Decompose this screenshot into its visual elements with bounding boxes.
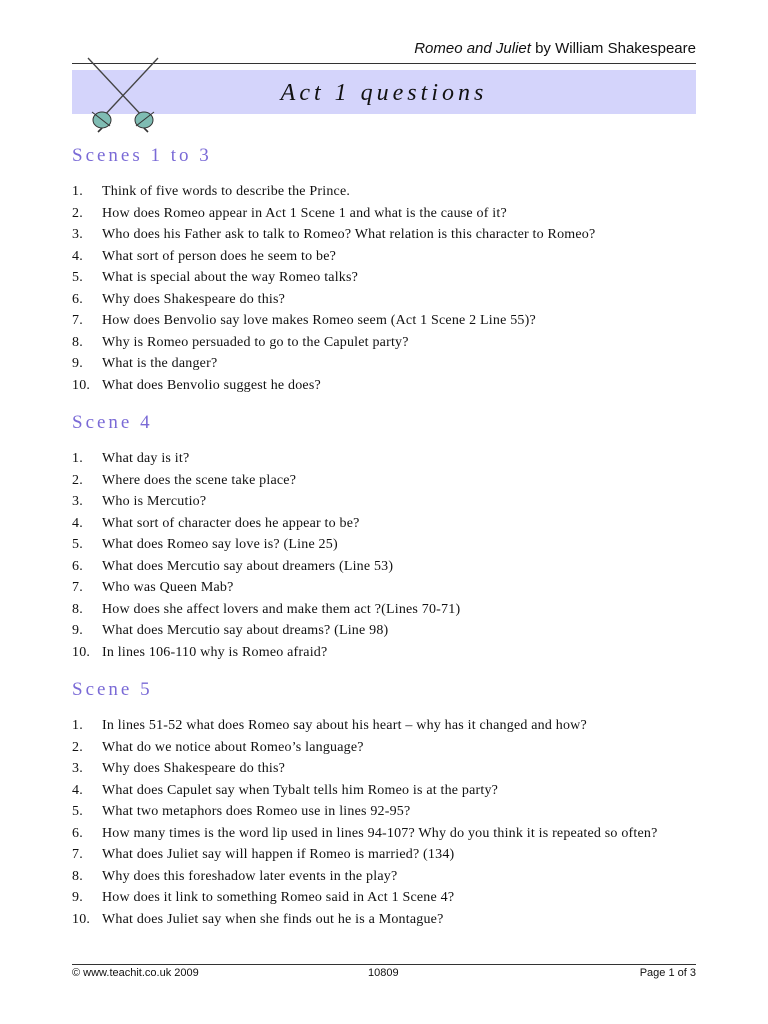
question-number: 6. — [72, 825, 83, 841]
question-text: Why does Shakespeare do this? — [102, 761, 286, 776]
question-item — [72, 801, 696, 823]
question-item — [72, 642, 696, 664]
section-heading: Scenes 1 to 3 — [72, 145, 212, 166]
question-number: 3. — [72, 761, 83, 776]
question-text: Think of five words to describe the Prince. — [102, 184, 351, 199]
page-number: Page 1 of 3 — [639, 967, 696, 979]
question-text: What sort of character does he appear to be? — [102, 515, 360, 531]
question-item — [72, 715, 696, 737]
question-number: 4. — [72, 515, 83, 531]
question-number: 7. — [72, 847, 83, 862]
question-item — [72, 737, 696, 759]
author-line: by William Shakespeare — [530, 40, 696, 57]
question-number: 9. — [72, 356, 83, 371]
question-number: 1. — [72, 451, 83, 466]
crossed-swords-icon — [80, 52, 170, 134]
question-text: In lines 51-52 what does Romeo say about his heart – why has it changed and how? — [102, 718, 587, 733]
question-item — [72, 620, 696, 642]
question-text: How does it link to something Romeo said in Act 1 Scene 4? — [102, 890, 455, 905]
question-text: Who is Mercutio? — [102, 494, 207, 509]
question-number: 3. — [72, 494, 83, 509]
question-item — [72, 470, 696, 492]
question-list — [72, 181, 696, 396]
question-text: Why is Romeo persuaded to go to the Capulet party? — [102, 334, 409, 350]
question-list — [72, 448, 696, 663]
section-scene-5 — [72, 679, 696, 930]
question-item — [72, 310, 696, 332]
question-number: 7. — [72, 580, 83, 595]
question-number: 2. — [72, 205, 83, 221]
question-number: 4. — [72, 782, 83, 798]
question-number: 1. — [72, 718, 83, 733]
question-number: 9. — [72, 890, 83, 905]
question-number: 7. — [72, 313, 83, 328]
question-item — [72, 909, 696, 931]
question-number: 10. — [72, 377, 91, 393]
question-item — [72, 556, 696, 578]
question-text: What sort of person does he seem to be? — [102, 248, 337, 264]
question-item — [72, 844, 696, 866]
question-number: 3. — [72, 227, 83, 242]
document-header-title — [414, 40, 696, 57]
question-item — [72, 203, 696, 225]
question-number: 2. — [72, 472, 83, 488]
question-item — [72, 491, 696, 513]
question-number: 4. — [72, 248, 83, 264]
question-item — [72, 246, 696, 268]
question-text: Who does his Father ask to talk to Romeo? What relation is this character to Romeo? — [102, 227, 596, 242]
question-item — [72, 448, 696, 470]
question-item — [72, 332, 696, 354]
question-item — [72, 599, 696, 621]
question-text: How does she affect lovers and make them act ?(Lines 70-71) — [102, 601, 461, 617]
question-text: Why does Shakespeare do this? — [102, 291, 286, 307]
question-text: Why does this foreshadow later events in the play? — [102, 868, 398, 884]
question-text: What does Juliet say will happen if Romeo is married? (134) — [102, 847, 455, 862]
question-text: Who was Queen Mab? — [102, 580, 234, 595]
question-item — [72, 181, 696, 203]
document-code: 10809 — [368, 967, 399, 979]
question-text: What is special about the way Romeo talks? — [102, 270, 359, 285]
question-item — [72, 780, 696, 802]
question-item — [72, 887, 696, 909]
question-number: 5. — [72, 270, 83, 285]
question-number: 8. — [72, 601, 83, 617]
question-number: 9. — [72, 623, 83, 638]
section-scenes-1-to-3 — [72, 145, 696, 396]
question-text: How does Benvolio say love makes Romeo seem (Act 1 Scene 2 Line 55)? — [102, 313, 536, 328]
question-text: What day is it? — [102, 451, 190, 466]
question-number: 8. — [72, 868, 83, 884]
question-text: What does Juliet say when she finds out he is a Montague? — [102, 911, 444, 927]
copyright-text: © www.teachit.co.uk 2009 — [72, 967, 199, 979]
questions-content — [72, 145, 696, 946]
question-text: How does Romeo appear in Act 1 Scene 1 and what is the cause of it? — [102, 205, 507, 221]
question-number: 5. — [72, 537, 83, 552]
question-text: What do we notice about Romeo’s language? — [102, 739, 364, 755]
question-text: What does Mercutio say about dreams? (Line 98) — [102, 623, 389, 638]
question-number: 6. — [72, 291, 83, 307]
question-text: What two metaphors does Romeo use in lines 92-95? — [102, 804, 411, 819]
question-number: 6. — [72, 558, 83, 574]
question-item — [72, 513, 696, 535]
question-text: What is the danger? — [102, 356, 218, 371]
footer-divider — [72, 964, 696, 965]
question-text: What does Mercutio say about dreamers (Line 53) — [102, 558, 394, 574]
question-text: Where does the scene take place? — [102, 472, 297, 488]
section-heading: Scene 4 — [72, 412, 153, 433]
page-title: Act 1 questions — [280, 80, 488, 106]
question-list — [72, 715, 696, 930]
question-item — [72, 353, 696, 375]
question-item — [72, 267, 696, 289]
question-number: 1. — [72, 184, 83, 199]
question-item — [72, 534, 696, 556]
question-item — [72, 375, 696, 397]
question-item — [72, 823, 696, 845]
question-number: 10. — [72, 911, 91, 927]
section-scene-4 — [72, 412, 696, 663]
question-item — [72, 289, 696, 311]
question-number: 10. — [72, 644, 91, 660]
question-text: How many times is the word lip used in lines 94-107? Why do you think it is repeated so often? — [102, 825, 658, 841]
question-item — [72, 577, 696, 599]
question-item — [72, 866, 696, 888]
question-text: What does Capulet say when Tybalt tells him Romeo is at the party? — [102, 782, 499, 798]
play-title: Romeo and Juliet — [414, 40, 531, 57]
question-item — [72, 758, 696, 780]
question-number: 2. — [72, 739, 83, 755]
question-text: What does Romeo say love is? (Line 25) — [102, 537, 338, 552]
section-heading: Scene 5 — [72, 679, 153, 700]
question-text: In lines 106-110 why is Romeo afraid? — [102, 644, 328, 660]
question-item — [72, 224, 696, 246]
question-text: What does Benvolio suggest he does? — [102, 377, 321, 393]
question-number: 5. — [72, 804, 83, 819]
question-number: 8. — [72, 334, 83, 350]
